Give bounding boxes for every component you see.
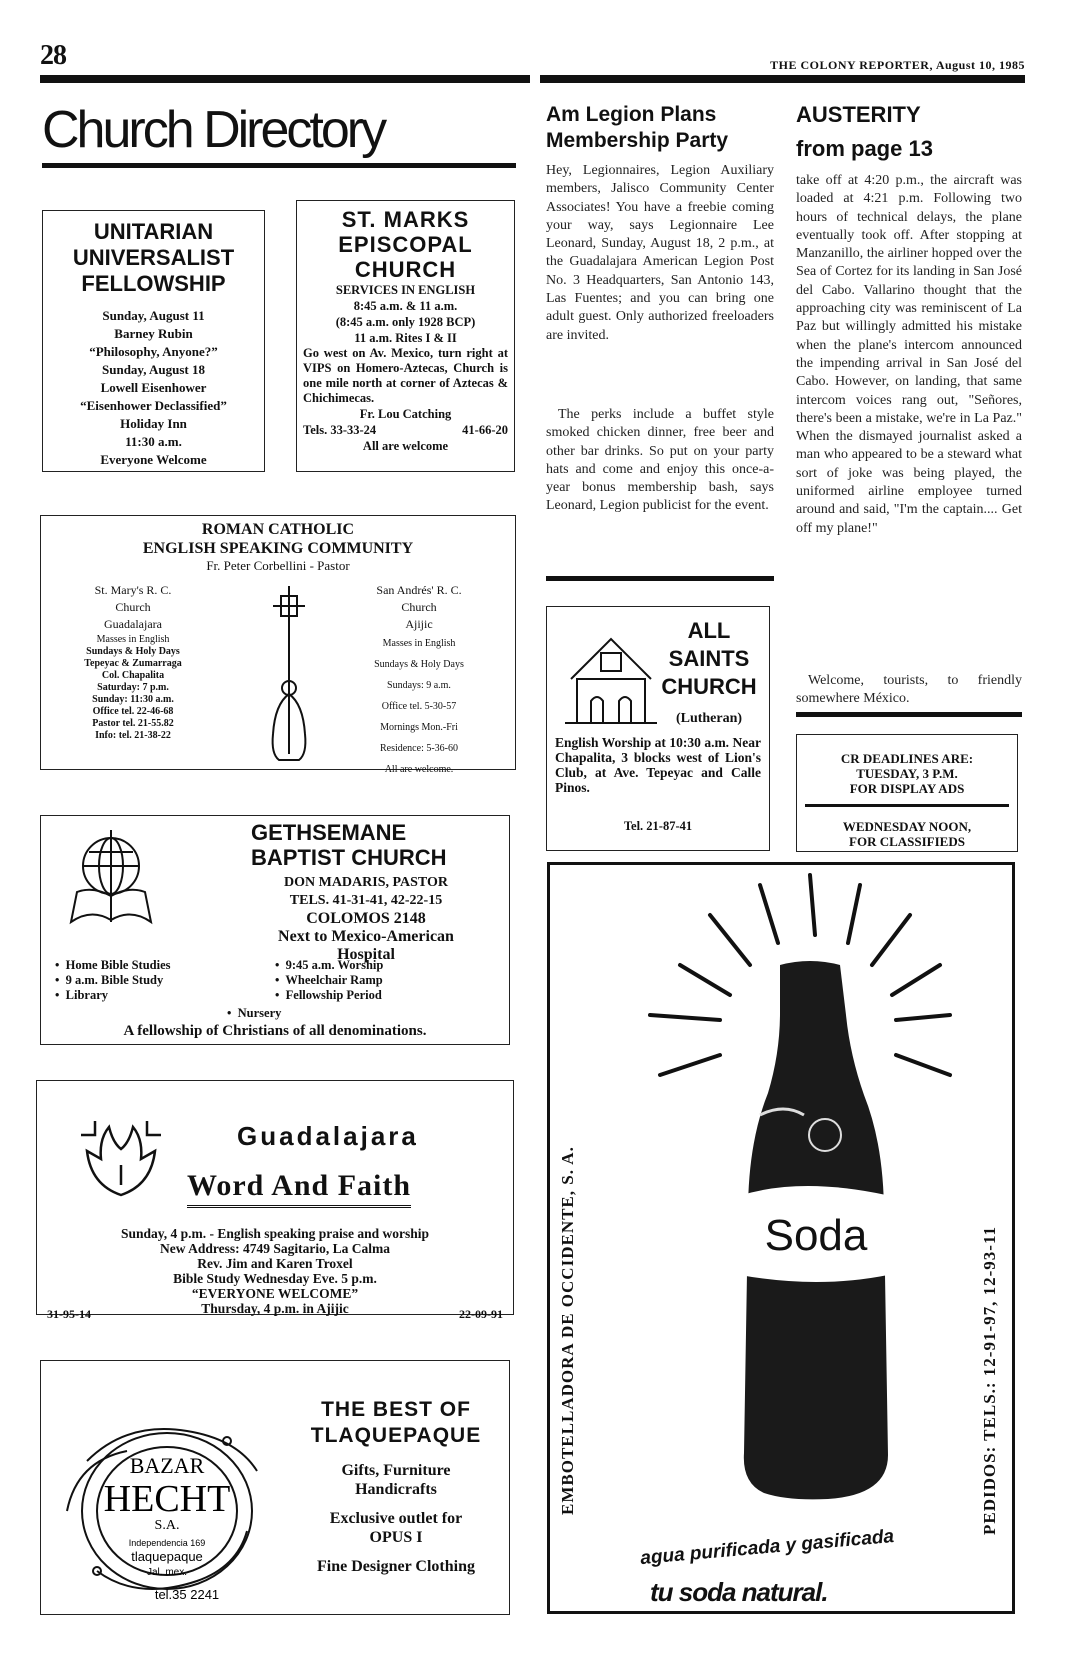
word-faith-name: Word And Faith xyxy=(187,1169,411,1208)
unitarian-line: Everyone Welcome xyxy=(100,452,207,467)
deadline-classifieds: WEDNESDAY NOON, FOR CLASSIFIEDS xyxy=(842,819,972,849)
word-faith-info: Sunday, 4 p.m. - English speaking praise and worship New Address: 4749 Sagitario, La Calma Rev. Jim and Karen Troxel Bible Study Wednesday Eve. 5 p.m. “EVERYONE WELCOME” Thursday, 4 p.m. in Ajijic xyxy=(121,1226,429,1316)
austerity-rule xyxy=(796,712,1022,717)
unitarian-line: Holiday Inn xyxy=(120,416,187,431)
stmarks-ad xyxy=(296,200,515,472)
bazar-info: Gifts, Furniture Handicrafts Exclusive outlet for OPUS I Fine Designer Clothing xyxy=(317,1462,475,1575)
svg-text:S.A.: S.A. xyxy=(154,1518,180,1533)
gethsemane-nursery: • Nursery xyxy=(227,1006,282,1020)
cross-figure-icon xyxy=(259,584,319,764)
stmarks-service: (8:45 a.m. only 1928 BCP) xyxy=(335,315,476,329)
all-saints-tel: Tel. 21-87-41 xyxy=(623,819,693,833)
stmarks-service: 11 a.m. Rites I & II xyxy=(354,331,457,345)
unitarian-ad xyxy=(42,210,265,472)
austerity-paragraph-2: Welcome, tourists, to friendly somewhere México. xyxy=(796,673,1022,707)
all-saints-ad xyxy=(546,606,770,851)
catholic-subtitle: ENGLISH SPEAKING COMMUNITY xyxy=(142,540,414,557)
stmarks-tels: Tels. 33-33-24 xyxy=(303,423,377,437)
austerity-paragraph-1: take off at 4:20 p.m., the aircraft was loaded at 4:21 p.m. Following two hours of technical delays, the plane eventually took off. After stopping at Manzanillo, the airliner hopped over the Sea of Cortez for its landing in San José del Cabo. Vallarino thought that the approaching city was reminiscent of La Paz but willingly admitted his mistake when the plane's intercom announced the impending arrival in San José del Cabo. However, on landing, that same intercom voices rang out, "Señores, there's been a mistake, we're in La Paz." When the dismayed journalist asked a man who appeared to be a steward what sort of joke was being played, the uniformed airline employee turned around and said, "I'm the captain.... Get off my plane!" xyxy=(796,173,1022,536)
catholic-ad xyxy=(40,515,516,775)
svg-text:BAZAR: BAZAR xyxy=(129,1453,205,1478)
unitarian-line: Lowell Eisenhower xyxy=(100,380,207,395)
legion-paragraph-2: The perks include a buffet style smoked chicken dinner, free beer and other bar drinks. So put on your party hats and come and enjoy this once-a-year bonus membership bash, says Leonard, Legion publicist for the event. xyxy=(546,407,774,514)
svg-text:tel.35 2241: tel.35 2241 xyxy=(154,1587,220,1601)
deadline-display-ads: CR DEADLINES ARE: TUESDAY, 3 P.M. FOR DISPLAY ADS xyxy=(840,751,974,796)
soda-bottle-icon xyxy=(610,865,960,1535)
legion-rule xyxy=(546,576,774,581)
unitarian-line: Sunday, August 18 xyxy=(102,362,205,377)
soda-tagline-1: agua purificada y gasificada xyxy=(639,1525,895,1570)
gethsemane-footer: A fellowship of Christians of all denominations. xyxy=(123,1023,427,1039)
unitarian-heading: UNITARIAN UNIVERSALIST FELLOWSHIP xyxy=(72,219,235,296)
stmarks-priest: Fr. Lou Catching xyxy=(359,407,452,421)
svg-text:Independencia 169: Independencia 169 xyxy=(128,1538,206,1548)
gethsemane-bullets-right: • 9:45 a.m. Worship • Wheelchair Ramp • Fellowship Period xyxy=(275,958,384,1002)
masthead: THE COLONY REPORTER, August 10, 1985 xyxy=(770,58,1025,72)
all-saints-info: English Worship at 10:30 a.m. Near Chapalita, 3 blocks west of Lion's Club, at Ave. Tepeyac and Calle Pinos. xyxy=(555,735,761,795)
catholic-title: ROMAN CATHOLIC xyxy=(201,521,355,538)
directory-rule xyxy=(42,163,516,168)
word-faith-ad xyxy=(36,1080,514,1321)
legion-heading: Am Legion Plans Membership Party xyxy=(546,103,729,152)
word-faith-city: Guadalajara xyxy=(237,1121,419,1151)
catholic-pastor: Fr. Peter Corbellini - Pastor xyxy=(206,558,350,573)
word-faith-tel-right: 22-09-91 xyxy=(459,1307,503,1321)
st-marys-column: St. Mary's R. C. Church Guadalajara Masses in English Sundays & Holy Days Tepeyac & Zumarraga Col. Chapalita Saturday: 7 p.m. Sunday: 11:30 a.m. Office tel. 22-46-68 Pastor tel. 21-55.82 Info: tel. 21-38-22 xyxy=(84,583,182,741)
stmarks-welcome: All are welcome xyxy=(362,439,449,453)
austerity-heading: AUSTERITY xyxy=(796,102,921,127)
stmarks-service: SERVICES IN ENGLISH xyxy=(335,283,476,297)
all-saints-denomination: (Lutheran) xyxy=(675,711,743,726)
unitarian-line: “Philosophy, Anyone?” xyxy=(89,344,218,359)
page-number: 28 xyxy=(40,40,66,71)
bazar-hecht-seal-icon xyxy=(57,1401,267,1601)
soda-tagline-2: tu soda natural. xyxy=(650,1577,828,1607)
dove-flame-icon xyxy=(61,1095,181,1205)
bazar-heading: THE BEST OF TLAQUEPAQUE xyxy=(310,1398,482,1447)
order-phones-vertical: PEDIDOS: TELS.: 12-91-97, 12-93-11 xyxy=(980,1225,999,1535)
directory-title: Church Directory xyxy=(42,101,385,159)
all-saints-heading: ALL SAINTS CHURCH xyxy=(661,618,757,699)
svg-text:Jal. mex.: Jal. mex. xyxy=(146,1567,188,1578)
stmarks-directions: Go west on Av. Mexico, turn right at VIPS on Homero-Aztecas, Church is one mile north at corner of Aztecas & Chichimecas. xyxy=(303,346,508,405)
san-andres-column: San Andrés' R. C. Church Ajijic Masses in English Sundays & Holy Days Sundays: 9 a.m. Office tel. 5-30-57 Mornings Mon.-Fri Residence: 5-36-60 All are welcome. xyxy=(374,583,464,775)
word-faith-tel-left: 31-95-14 xyxy=(47,1307,91,1321)
stmarks-tels-2: 41-66-20 xyxy=(462,423,508,437)
unitarian-line: “Eisenhower Declassified” xyxy=(80,398,227,413)
legion-paragraph-1: Hey, Legionnaires, Legion Auxiliary members, Jalisco Community Center Associates! You have a freebie coming your way, says Legionnaire Lee Leonard, Sunday, August 18, 2 p.m., at the Guadalajara American Legion Post No. 3 Headquarters, San Antonio 143, Las Fuentes; and you can bring one adult guest. Only authorized freeloaders are invited. xyxy=(546,163,774,343)
unitarian-line: 11:30 a.m. xyxy=(125,434,182,449)
chapel-icon xyxy=(561,629,661,729)
svg-text:Soda: Soda xyxy=(764,1211,868,1260)
bazar-hecht-ad xyxy=(40,1360,510,1615)
soda-ad xyxy=(547,862,1015,1614)
gethsemane-ad xyxy=(40,815,510,1045)
unitarian-line: Sunday, August 11 xyxy=(102,308,205,323)
svg-text:HECHT: HECHT xyxy=(103,1478,231,1520)
svg-text:tlaquepaque: tlaquepaque xyxy=(131,1549,203,1564)
unitarian-line: Barney Rubin xyxy=(114,326,193,341)
bottler-name-vertical: EMBOTELLADORA DE OCCIDENTE, S. A. xyxy=(558,1146,577,1515)
deadlines-box xyxy=(796,734,1018,852)
gethsemane-heading: GETHSEMANE BAPTIST CHURCH xyxy=(251,820,447,870)
gethsemane-info: DON MADARIS, PASTOR TELS. 41-31-41, 42-22-15 COLOMOS 2148 Next to Mexico-American Hospital xyxy=(278,875,454,963)
austerity-continued: from page 13 xyxy=(796,136,933,161)
stmarks-heading: ST. MARKS EPISCOPAL CHURCH xyxy=(338,207,473,282)
globe-bible-icon xyxy=(61,826,161,936)
gethsemane-bullets-left: • Home Bible Studies • 9 a.m. Bible Study • Library xyxy=(55,958,171,1002)
stmarks-service: 8:45 a.m. & 11 a.m. xyxy=(353,299,458,313)
